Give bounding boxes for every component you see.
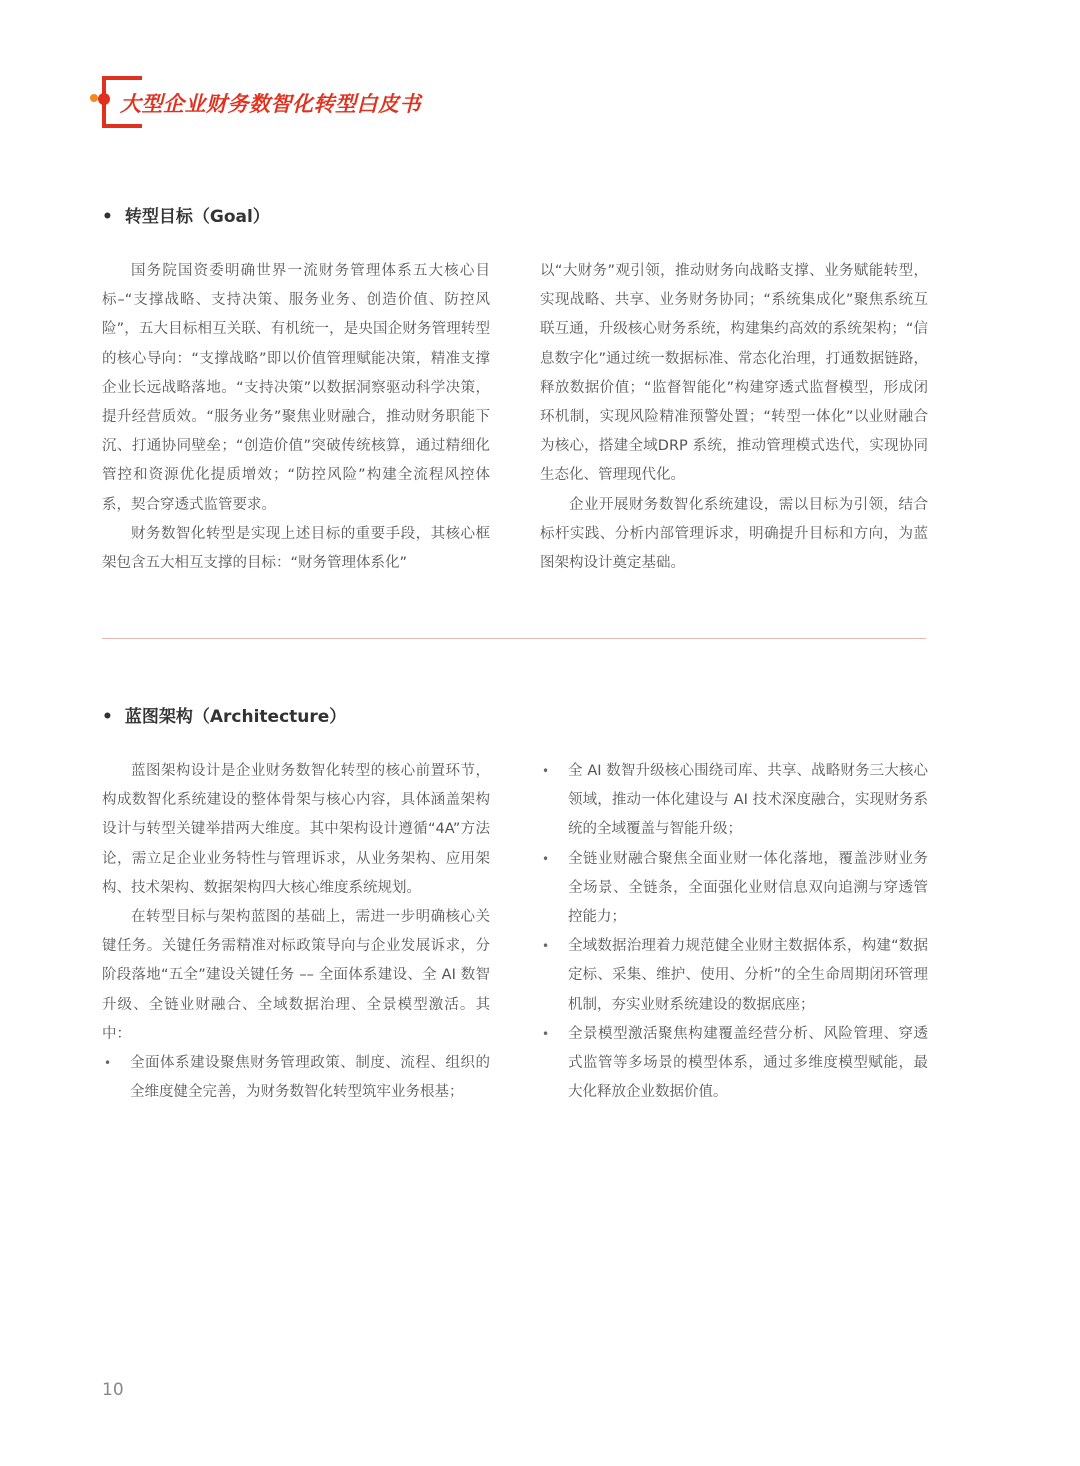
page-number: 10 [102, 1380, 124, 1400]
section-divider [102, 638, 926, 639]
logo-bracket-top [134, 76, 142, 84]
list-item: • 全链业财融合聚焦全面业财一体化落地，覆盖涉财业务全场景、全链条，全面强化业财信息双向追溯与穿透管控能力； [540, 845, 928, 933]
header-title: 大型企业财务数智化转型白皮书 [120, 92, 421, 116]
paragraph: 国务院国资委明确世界一流财务管理体系五大核心目标–“支撑战略、支持决策、服务业务、创造价值、防控风险”，五大目标相互关联、有机统一，是央国企财务管理转型的核心导向：“支撑战略”即以价值管理赋能决策，精准支撑企业长远战略落地。“支持决策”以数据洞察驱动科学决策，提升经营质效。“服务业务”聚焦业财融合，推动财务职能下沉、打通协同壁垒；“创造价值”突破传统核算，通过精细化管控和资源优化提质增效；“防控风险”构建全流程风控体系，契合穿透式监管要求。 [102, 263, 490, 513]
bullet-icon: • [102, 207, 113, 227]
paragraph: 蓝图架构设计是企业财务数智化转型的核心前置环节，构成数智化系统建设的整体骨架与核心内容，具体涵盖架构设计与转型关键举措两大维度。其中架构设计遵循“4A”方法论，需立足企业业务特性与管理诉求，从业务架构、应用架构、技术架构、数据架构四大核心维度系统规划。 [102, 763, 490, 896]
logo-dot-orange [90, 94, 98, 102]
architecture-column-right [540, 757, 928, 1107]
paragraph: 以“大财务”观引领，推动财务向战略支撑、业务赋能转型，实现战略、共享、业务财务协同；“系统集成化”聚焦系统互联互通，升级核心财务系统，构建集约高效的系统架构；“信息数字化”通过统一数据标准、常态化治理，打通数据链路，释放数据价值；“监督智能化”构建穿透式监督模型，形成闭环机制，实现风险精准预警处置；“转型一体化”以业财融合为核心，搭建全域DRP 系统，推动管理模式迭代，实现协同生态化、管理现代化。 [540, 263, 928, 484]
list-item: • 全面体系建设聚焦财务管理政策、制度、流程、组织的全维度健全完善，为财务数智化转型筑牢业务根基； [102, 1049, 490, 1107]
goal-column-left [102, 257, 490, 578]
task-list [540, 757, 928, 1107]
paragraph: 企业开展财务数智化系统建设，需以目标为引领，结合标杆实践、分析内部管理诉求，明确提升目标和方向，为蓝图架构设计奠定基础。 [540, 496, 928, 572]
logo-dot-red [98, 93, 110, 105]
paragraph: 在转型目标与架构蓝图的基础上，需进一步明确核心关键任务。关键任务需精准对标政策导向与企业发展诉求，分阶段落地“五全”建设关键任务 –– 全面体系建设、全 AI 数智升级、全链业财融合、全域数据治理、全景模型激活。其中： [102, 909, 490, 1042]
list-item: • 全 AI 数智升级核心围绕司库、共享、战略财务三大核心领域，推动一体化建设与 AI 技术深度融合，实现财务系统的全域覆盖与智能升级； [540, 757, 928, 845]
architecture-heading-text: 蓝图架构（Architecture） [124, 707, 347, 727]
architecture-heading [102, 702, 346, 727]
bullet-icon: • [102, 707, 113, 727]
goal-column-right [540, 257, 928, 578]
goal-heading-text: 转型目标（Goal） [124, 207, 270, 227]
architecture-column-left [102, 757, 490, 1107]
list-item: • 全域数据治理着力规范健全业财主数据体系，构建“数据定标、采集、维护、使用、分析”的全生命周期闭环管理机制，夯实业财系统建设的数据底座； [540, 932, 928, 1020]
logo-bracket-bottom [134, 118, 142, 128]
page-header [84, 74, 544, 136]
paragraph: 财务数智化转型是实现上述目标的重要手段，其核心框架包含五大相互支撑的目标：“财务管理体系化” [102, 525, 490, 572]
task-list [102, 1049, 490, 1107]
goal-heading [102, 202, 270, 227]
list-item: • 全景模型激活聚焦构建覆盖经营分析、风险管理、穿透式监管等多场景的模型体系，通过多维度模型赋能，最大化释放企业数据价值。 [540, 1020, 928, 1108]
